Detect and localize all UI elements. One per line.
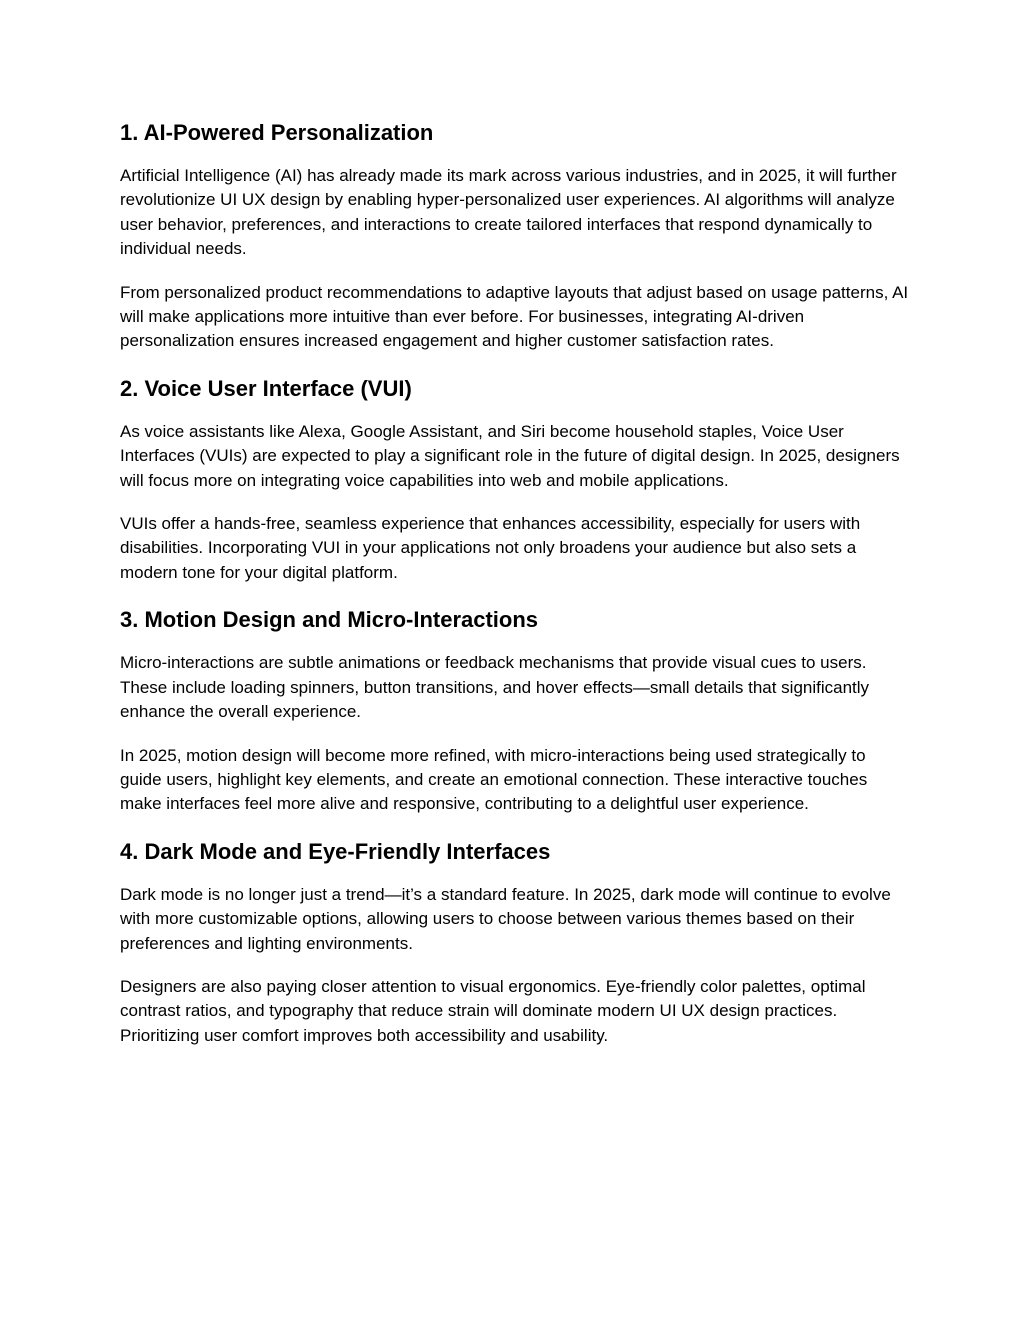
section-dark-mode [120,837,910,1048]
paragraph: As voice assistants like Alexa, Google Assistant, and Siri become household staples, Voice User Interfaces (VUIs) are expected to play a significant role in the future of digital design. In 2025, designers will focus more on integrating voice capabilities into web and mobile applications. [120,421,900,490]
paragraph: Artificial Intelligence (AI) has already made its mark across various industries, and in 2025, it will further revolutionize UI UX design by enabling hyper-personalized user experiences. AI algorithms will analyze user behavior, preferences, and interactions to create tailored interfaces that respond dynamically to individual needs. [120,166,897,259]
section-heading: 2. Voice User Interface (VUI) [120,375,412,401]
document-page [120,118,910,1048]
section-heading: 4. Dark Mode and Eye-Friendly Interfaces [120,838,551,864]
paragraph: Designers are also paying closer attention to visual ergonomics. Eye-friendly color palettes, optimal contrast ratios, and typography that reduce strain will dominate modern UI UX design practices. Prioritizing user comfort improves both accessibility and usability. [120,976,866,1045]
section-voice-user-interface [120,374,910,585]
paragraph: From personalized product recommendations to adaptive layouts that adjust based on usage patterns, AI will make applications more intuitive than ever before. For businesses, integrating AI-driven personalization ensures increased engagement and higher customer satisfaction rates. [120,282,909,351]
paragraph: Micro-interactions are subtle animations or feedback mechanisms that provide visual cues to users. These include loading spinners, button transitions, and hover effects—small details that significantly enhance the overall experience. [120,653,870,722]
section-heading: 1. AI-Powered Personalization [120,120,434,145]
paragraph: In 2025, motion design will become more refined, with micro-interactions being used strategically to guide users, highlight key elements, and create an emotional connection. These interactive touches make interfaces feel more alive and responsive, contributing to a delightful user experience. [120,745,868,814]
section-motion-design [120,605,910,816]
section-ai-personalization [120,118,910,354]
paragraph: Dark mode is no longer just a trend—it’s a standard feature. In 2025, dark mode will continue to evolve with more customizable options, allowing users to choose between various themes based on their preferences and lighting environments. [120,884,891,953]
paragraph: VUIs offer a hands-free, seamless experience that enhances accessibility, especially for users with disabilities. Incorporating VUI in your applications not only broadens your audience but also sets a modern tone for your digital platform. [120,514,861,582]
section-heading: 3. Motion Design and Micro-Interactions [120,607,539,633]
